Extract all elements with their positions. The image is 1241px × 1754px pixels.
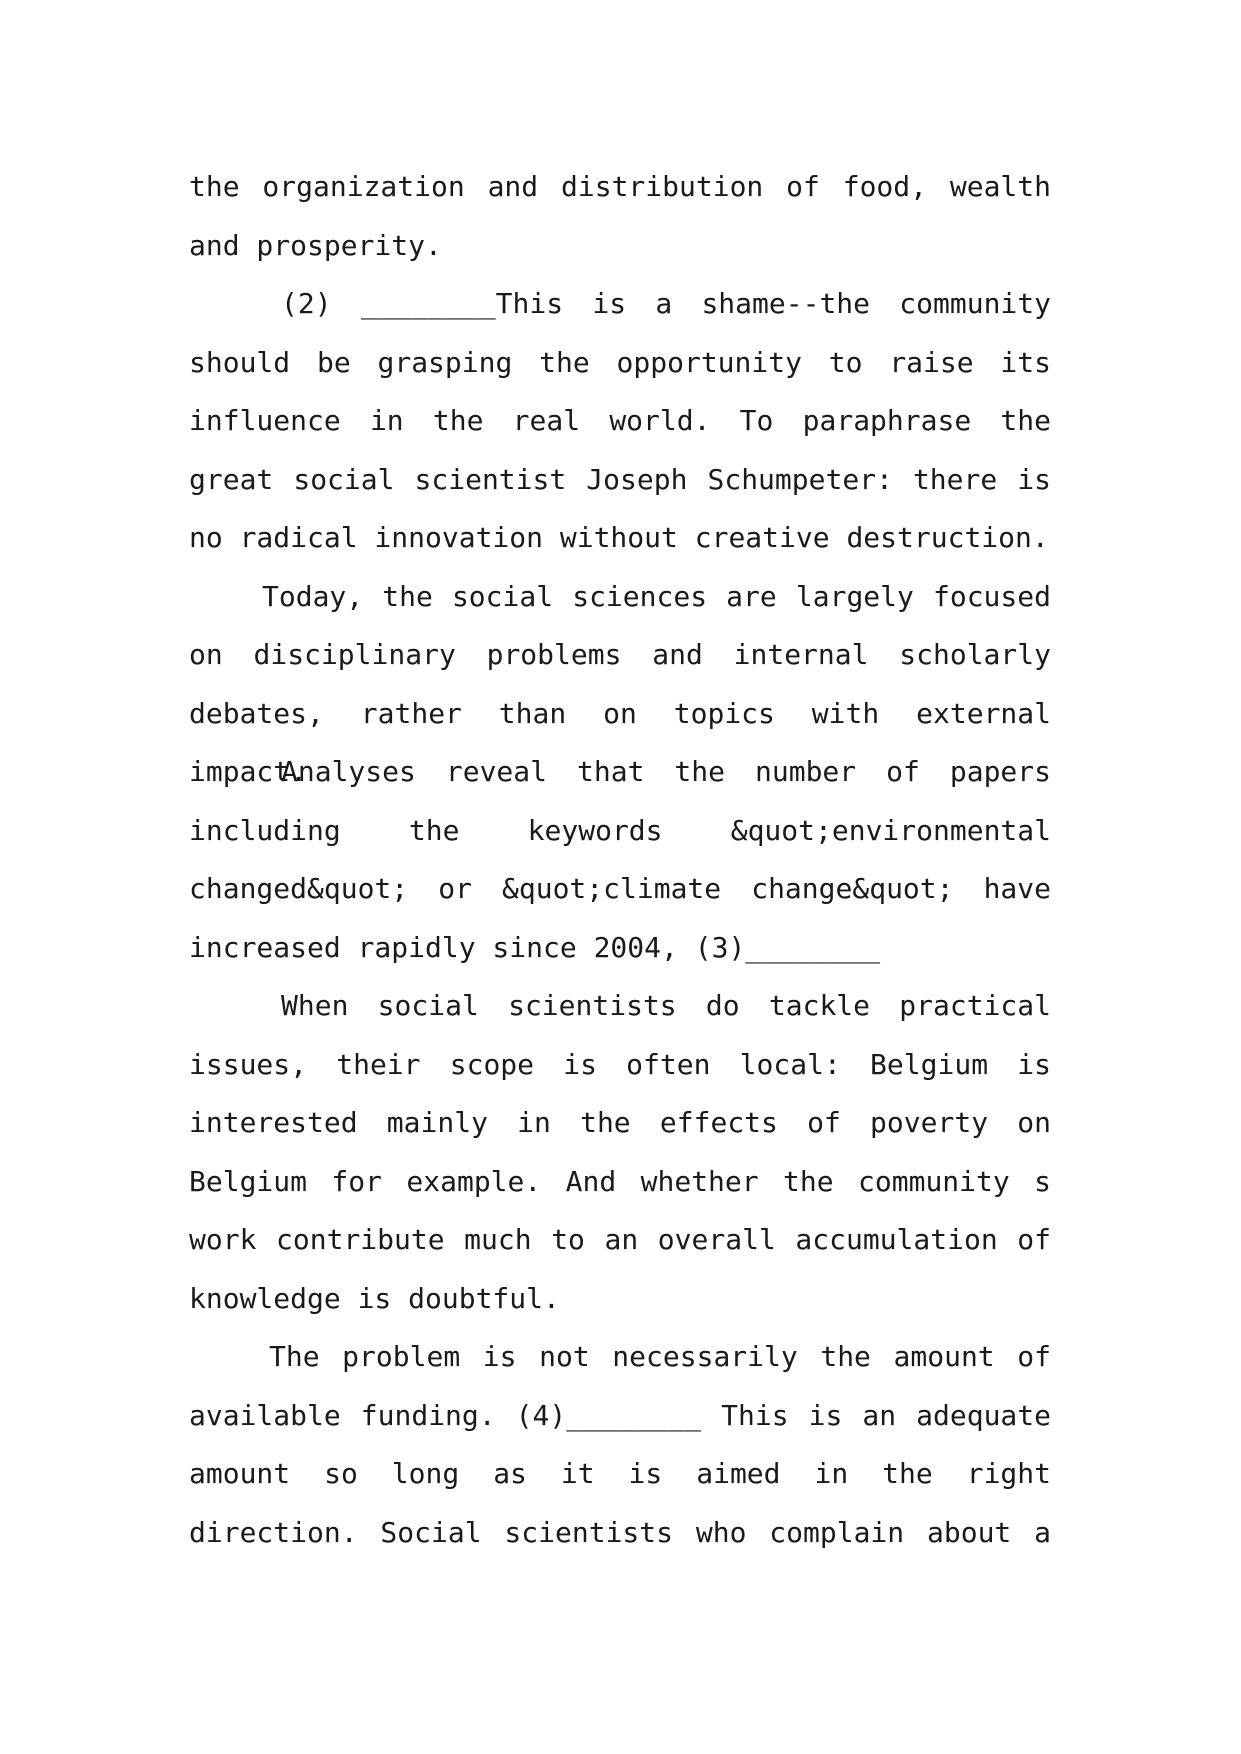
text-line: amount so long as it is aimed in the right (189, 1457, 1051, 1490)
text-line: The problem is not necessarily the amount of (269, 1340, 1051, 1373)
text-line: great social scientist Joseph Schumpeter: there is (189, 462, 1051, 496)
text-line: work contribute much to an overall accumulation of (189, 1223, 1051, 1256)
text-line: changed&quot; or &quot;climate change&quot; have (189, 872, 1051, 905)
text-line: Belgium for example. And whether the community s (189, 1164, 1051, 1198)
text-line: and prosperity. (189, 228, 442, 262)
text-line: no radical innovation without creative destruction. (189, 521, 1049, 554)
text-line: debates, rather than on topics with external impact. (189, 696, 1051, 788)
text-line: available funding. (4)________ This is an adequate (189, 1398, 1051, 1432)
text-line: issues, their scope is often local: Belgium is (189, 1047, 1051, 1081)
text-line: the organization and distribution of food, wealth (189, 170, 1051, 203)
text-line: Today, the social sciences are largely focused (262, 579, 1051, 613)
text-line: knowledge is doubtful. (189, 1281, 560, 1315)
text-line: should be grasping the opportunity to raise its (189, 345, 1051, 379)
text-line: increased rapidly since 2004, (3)________ (189, 930, 881, 964)
text-line: (2) ________This is a shame--the community (281, 287, 1051, 320)
text-line: Analyses reveal that the number of papers (281, 755, 1051, 788)
text-line: including the keywords &quot;environmental (189, 813, 1051, 847)
text-line: When social scientists do tackle practical (281, 989, 1051, 1022)
text-line: on disciplinary problems and internal scholarly (189, 638, 1051, 671)
text-line: direction. Social scientists who complain about a (189, 1515, 1051, 1549)
document-body (189, 158, 1051, 1562)
text-line: interested mainly in the effects of poverty on (189, 1106, 1051, 1139)
text-line: influence in the real world. To paraphrase the (189, 404, 1051, 437)
